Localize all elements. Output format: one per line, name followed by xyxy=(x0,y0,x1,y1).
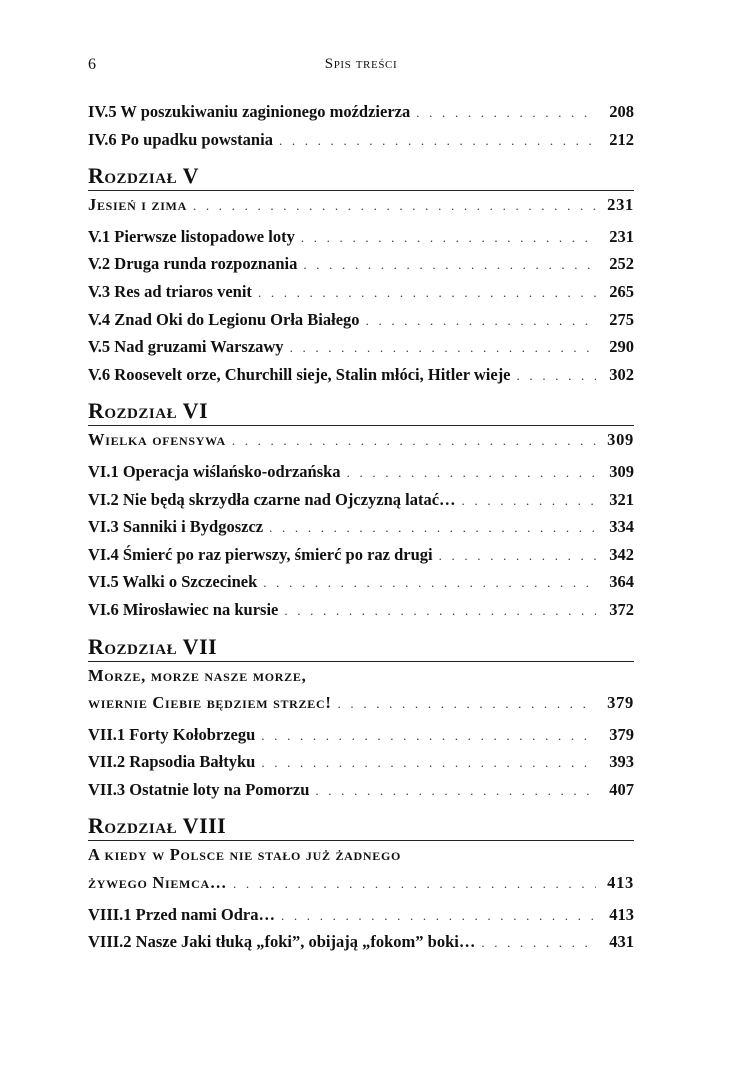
dot-leader xyxy=(338,690,596,718)
toc-entry-label: V.4 Znad Oki do Legionu Orła Białego xyxy=(88,309,360,329)
toc-entry-page: 212 xyxy=(609,129,634,149)
toc-entry-label: VI.1 Operacja wiślańsko-odrzańska xyxy=(88,461,341,481)
table-of-contents xyxy=(88,98,634,956)
toc-entry-label: V.2 Druga runda rozpoznania xyxy=(88,254,298,274)
dot-leader xyxy=(347,459,596,487)
toc-entry-label: VI.2 Nie będą skrzydła czarne nad Ojczyzną latać… xyxy=(88,489,456,509)
chapter-title-line: Morze, morze nasze morze, xyxy=(88,665,307,685)
toc-entry-page: 252 xyxy=(609,254,634,274)
toc-entry-page: 413 xyxy=(607,873,634,893)
toc-entry-label: Jesień i zima xyxy=(88,195,187,215)
dot-leader xyxy=(269,514,596,542)
toc-entry-page: 431 xyxy=(609,932,634,952)
dot-leader xyxy=(258,279,596,307)
toc-entry xyxy=(88,748,634,776)
toc-entry xyxy=(88,568,634,596)
toc-entry xyxy=(88,126,634,154)
toc-entry-label: IV.5 W poszukiwaniu zaginionego moździerza xyxy=(88,102,411,121)
chapter-title-entry xyxy=(88,426,634,454)
toc-entry xyxy=(88,333,634,361)
toc-entry xyxy=(88,223,634,251)
chapter-title-entry xyxy=(88,869,634,897)
dot-leader xyxy=(232,427,596,455)
toc-entry-page: 302 xyxy=(609,364,634,384)
toc-entry xyxy=(88,250,634,278)
toc-entry-page: 413 xyxy=(609,904,634,924)
chapter-heading: Rozdział V xyxy=(88,163,634,191)
chapter-title-line: A kiedy w Polsce nie stało już żadnego xyxy=(88,845,402,865)
toc-entry-label: VII.3 Ostatnie loty na Pomorzu xyxy=(88,779,310,799)
toc-entry-label: Wielka ofensywa xyxy=(88,430,226,450)
toc-entry-label: V.6 Roosevelt orze, Churchill sieje, Stalin młóci, Hitler wieje xyxy=(88,364,511,384)
dot-leader xyxy=(284,597,596,625)
page-header xyxy=(88,56,634,76)
toc-entry-page: 309 xyxy=(607,430,634,450)
toc-entry-page: 342 xyxy=(609,544,634,564)
dot-leader xyxy=(263,569,596,597)
dot-leader xyxy=(315,777,596,805)
running-title: Spis treści xyxy=(324,56,398,72)
toc-entry xyxy=(88,278,634,306)
dot-leader xyxy=(290,334,596,362)
toc-entry-label: VII.1 Forty Kołobrzegu xyxy=(88,724,256,744)
toc-entry-label: VI.4 Śmierć po raz pierwszy, śmierć po raz drugi xyxy=(88,544,433,564)
toc-entry xyxy=(88,928,634,956)
dot-leader xyxy=(193,192,596,220)
toc-entry xyxy=(88,486,634,514)
dot-leader xyxy=(233,870,596,898)
chapter-title-entry xyxy=(88,689,634,717)
dot-leader xyxy=(279,127,596,155)
dot-leader xyxy=(439,542,596,570)
toc-entry-page: 334 xyxy=(609,517,634,537)
toc-entry-page: 309 xyxy=(609,461,634,481)
toc-entry-page: 265 xyxy=(609,281,634,301)
toc-entry-page: 275 xyxy=(609,309,634,329)
toc-entry xyxy=(88,513,634,541)
toc-entry-label: V.5 Nad gruzami Warszawy xyxy=(88,337,284,357)
toc-entry-label: V.3 Res ad triaros venit xyxy=(88,281,252,301)
chapter-heading: Rozdział VII xyxy=(88,634,634,662)
toc-entry-page: 231 xyxy=(609,226,634,246)
toc-entry-page: 231 xyxy=(607,195,634,215)
toc-entry xyxy=(88,901,634,929)
dot-leader xyxy=(481,929,596,957)
toc-entry-page: 379 xyxy=(607,693,634,713)
toc-entry xyxy=(88,776,634,804)
chapter-heading: Rozdział VI xyxy=(88,398,634,426)
toc-entry xyxy=(88,306,634,334)
toc-entry-label: VIII.1 Przed nami Odra… xyxy=(88,904,275,924)
toc-entry xyxy=(88,721,634,749)
toc-entry-label: VII.2 Rapsodia Bałtyku xyxy=(88,752,256,772)
toc-entry xyxy=(88,361,634,389)
toc-entry-page: 407 xyxy=(609,779,634,799)
toc-entry xyxy=(88,541,634,569)
toc-entry-label: IV.6 Po upadku powstania xyxy=(88,129,273,149)
toc-entry-page: 208 xyxy=(609,102,634,121)
toc-entry-label: VI.3 Sanniki i Bydgoszcz xyxy=(88,517,264,537)
toc-entry-label: VIII.2 Nasze Jaki tłuką „foki”, obijają „fokom” boki… xyxy=(88,932,476,952)
chapter-heading: Rozdział VIII xyxy=(88,813,634,841)
dot-leader xyxy=(301,224,596,252)
chapter-title-entry xyxy=(88,191,634,219)
toc-entry-page: 393 xyxy=(609,752,634,772)
page-number: 6 xyxy=(88,56,96,73)
toc-entry-page: 290 xyxy=(609,337,634,357)
dot-leader xyxy=(261,722,596,750)
toc-entry xyxy=(88,458,634,486)
dot-leader xyxy=(462,487,596,515)
toc-entry-label: żywego Niemca… xyxy=(88,873,228,893)
toc-entry-page: 372 xyxy=(609,599,634,619)
toc-entry-label: wiernie Ciebie będziem strzec! xyxy=(88,693,332,713)
dot-leader xyxy=(366,307,596,335)
dot-leader xyxy=(517,362,596,390)
toc-entry-page: 364 xyxy=(609,572,634,592)
dot-leader xyxy=(281,902,596,930)
dot-leader xyxy=(303,251,596,279)
toc-entry-page: 379 xyxy=(609,724,634,744)
dot-leader xyxy=(261,749,596,777)
toc-entry-page: 321 xyxy=(609,489,634,509)
toc-entry xyxy=(88,596,634,624)
toc-entry-label: VI.5 Walki o Szczecinek xyxy=(88,572,258,592)
toc-entry-label: VI.6 Mirosławiec na kursie xyxy=(88,599,279,619)
toc-entry xyxy=(88,98,634,126)
dot-leader xyxy=(416,99,596,127)
toc-entry-label: V.1 Pierwsze listopadowe loty xyxy=(88,226,295,246)
